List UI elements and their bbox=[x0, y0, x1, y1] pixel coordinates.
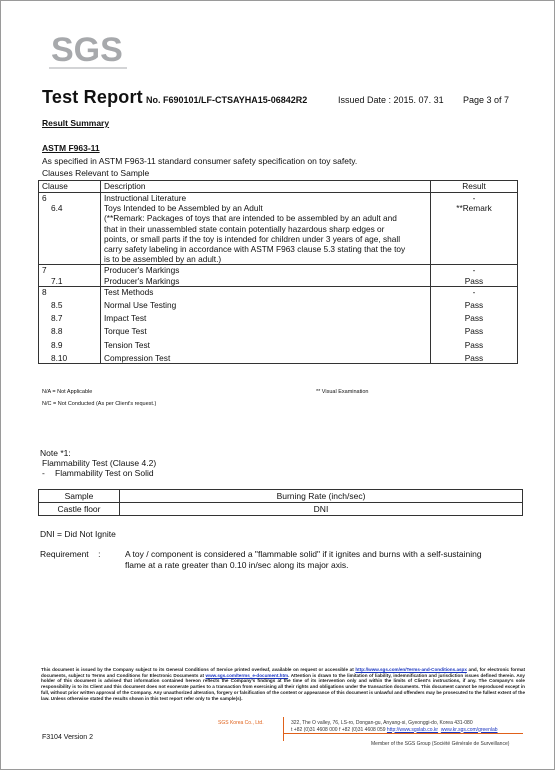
phone-fax: t +82 (0)31 4608 000 f +82 (0)31 4608 059 bbox=[291, 726, 387, 733]
requirement-label: Requirement : bbox=[40, 549, 101, 559]
footer-rule bbox=[283, 733, 523, 734]
description-cell: Producer's Markings bbox=[101, 276, 431, 287]
clauses-table bbox=[38, 180, 518, 364]
column-header: Description bbox=[101, 181, 431, 193]
table-row bbox=[39, 224, 518, 234]
column-header: Result bbox=[431, 181, 518, 193]
clause-cell: 8 bbox=[39, 286, 101, 297]
standard-heading: ASTM F963-11 bbox=[42, 143, 100, 153]
table-row bbox=[39, 254, 518, 265]
company-address bbox=[291, 720, 498, 733]
result-cell: Pass bbox=[431, 337, 518, 350]
result-cell bbox=[431, 213, 518, 223]
table-row bbox=[39, 234, 518, 244]
table-row bbox=[39, 193, 518, 204]
contact-line bbox=[291, 727, 498, 734]
result-cell bbox=[431, 244, 518, 254]
table-row bbox=[39, 265, 518, 276]
company-name: SGS Korea Co., Ltd. bbox=[218, 720, 264, 726]
clause-cell bbox=[39, 224, 101, 234]
website-link[interactable]: http://www.sgslab.co.kr bbox=[386, 726, 439, 733]
description-cell: Toys Intended to be Assembled by an Adult bbox=[101, 203, 431, 213]
dni-definition: DNI = Did Not Ignite bbox=[40, 529, 116, 539]
clause-cell: 7 bbox=[39, 265, 101, 276]
result-cell: - bbox=[431, 286, 518, 297]
greenlab-link[interactable]: www.kr.sgs.com/greenlab bbox=[440, 726, 498, 733]
terms-link[interactable]: http://www.sgs.com/en/Terms-and-Conditions.aspx bbox=[355, 667, 467, 672]
remark-line: is to be assembled by an adult.) bbox=[101, 254, 431, 265]
clause-cell: 8.5 bbox=[39, 297, 101, 310]
clause-cell bbox=[39, 244, 101, 254]
legal-text: . Attention is drawn to the limitation of liability, indemnification and jurisdiction issues defined therein. Any holder of this document is advised that information contained hereon reflects the Company's findings at the time of its intervention only and within the limits of Client's instructions, if any. The Company's sole responsibility is to its Client and this document does not exonerate parties to a transaction from exercising all their rights and obligations under the transaction documents. This document cannot be reproduced except in full, without prior written approval of the Company. Any unauthorized alteration, forgery or falsification of the content or appearance of this document is unlawful and offenders may be prosecuted to the fullest extent of the law. Unless otherwise stated the results shown in this test report refer only to the sample(s). bbox=[41, 672, 525, 701]
remark-line: points, or small parts if the toy is intended for children under 3 years of age, shall bbox=[101, 234, 431, 244]
result-cell bbox=[431, 234, 518, 244]
table-row bbox=[39, 337, 518, 350]
result-cell: Pass bbox=[431, 350, 518, 364]
table-row bbox=[39, 203, 518, 213]
table-header-row bbox=[39, 490, 523, 503]
report-title: Test Report bbox=[42, 87, 143, 107]
table-row bbox=[39, 286, 518, 297]
result-cell bbox=[431, 254, 518, 265]
result-cell: Pass bbox=[431, 276, 518, 287]
legal-text: This document is issued by the Company subject to its General Conditions of Service printed overleaf, available on request or accessible at bbox=[41, 667, 356, 672]
remark-line: that in their unassembled state contain potentially hazardous sharp edges or bbox=[101, 224, 431, 234]
e-document-terms-link[interactable]: www.sgs.com/terms_e-document.htm bbox=[205, 672, 289, 678]
requirement-line2: flame at a rate greater than 0.10 in/sec along its major axis. bbox=[125, 560, 349, 570]
description-cell: Instructional Literature bbox=[101, 193, 431, 204]
description-cell: Producer's Markings bbox=[101, 265, 431, 276]
remark-line: (**Remark: Packages of toys that are intended to be assembled by an adult and bbox=[101, 213, 431, 223]
sample-cell: Castle floor bbox=[39, 503, 120, 516]
sgs-group-member: Member of the SGS Group (Société Générale de Surveillance) bbox=[371, 741, 510, 747]
page-number: Page 3 of 7 bbox=[463, 95, 510, 105]
clause-cell bbox=[39, 254, 101, 265]
result-cell bbox=[431, 224, 518, 234]
result-cell: **Remark bbox=[431, 203, 518, 213]
note-dash: - bbox=[42, 468, 45, 478]
address-line: 322, The O valley, 76, LS-ro, Dongan-gu, Anyang-si, Gyeonggi-do, Korea 431-080 bbox=[291, 720, 473, 726]
table-row bbox=[39, 350, 518, 364]
table-row bbox=[39, 276, 518, 287]
column-header: Clause bbox=[39, 181, 101, 193]
note-title: Note *1: bbox=[40, 448, 71, 458]
description-cell: Tension Test bbox=[101, 337, 431, 350]
note-subtest: Flammability Test on Solid bbox=[55, 468, 154, 478]
intro-line: As specified in ASTM F963-11 standard consumer safety specification on toy safety. bbox=[42, 156, 358, 166]
column-header: Sample bbox=[39, 490, 120, 503]
legal-text: and, for electronic format documents, subject to Terms and Conditions for Electronic Documents at bbox=[41, 667, 526, 678]
note-test: Flammability Test (Clause 4.2) bbox=[42, 458, 157, 468]
remark-line: carry safety labeling in accordance with ASTM F963 clause 5.3 stating that the toy bbox=[101, 244, 431, 254]
footer-divider bbox=[283, 717, 284, 741]
description-cell: Impact Test bbox=[101, 310, 431, 323]
description-cell: Normal Use Testing bbox=[101, 297, 431, 310]
clause-cell: 6 bbox=[39, 193, 101, 204]
clause-cell: 6.4 bbox=[39, 203, 101, 213]
clause-cell bbox=[39, 234, 101, 244]
clause-cell: 8.10 bbox=[39, 350, 101, 364]
result-cell: Pass bbox=[431, 297, 518, 310]
table-row bbox=[39, 213, 518, 223]
svg-text:SGS: SGS bbox=[51, 31, 123, 69]
table-row bbox=[39, 310, 518, 323]
clause-cell: 7.1 bbox=[39, 276, 101, 287]
result-cell: - bbox=[431, 265, 518, 276]
legend-na: N/A = Not Applicable bbox=[42, 389, 93, 395]
table-row bbox=[39, 323, 518, 336]
table-row bbox=[39, 297, 518, 310]
clause-cell: 8.7 bbox=[39, 310, 101, 323]
table-row bbox=[39, 503, 523, 516]
table-header-row bbox=[39, 181, 518, 193]
result-summary-heading: Result Summary bbox=[42, 118, 110, 128]
form-version: F3104 Version 2 bbox=[42, 734, 93, 741]
legal-disclaimer bbox=[41, 667, 525, 701]
description-cell: Compression Test bbox=[101, 350, 431, 364]
clause-cell: 8.9 bbox=[39, 337, 101, 350]
result-cell: Pass bbox=[431, 323, 518, 336]
description-cell: Torque Test bbox=[101, 323, 431, 336]
clause-cell bbox=[39, 213, 101, 223]
result-cell: - bbox=[431, 193, 518, 204]
clause-cell: 8.8 bbox=[39, 323, 101, 336]
sgs-logo bbox=[49, 27, 127, 73]
issued-date: Issued Date : 2015. 07. 31 bbox=[338, 95, 444, 105]
result-cell: Pass bbox=[431, 310, 518, 323]
burning-rate-table bbox=[38, 489, 523, 516]
requirement-line1: A toy / component is considered a "flammable solid" if it ignites and burns with a self-sustaining bbox=[125, 549, 482, 559]
clauses-line: Clauses Relevant to Sample bbox=[42, 168, 150, 178]
legend-visual: ** Visual Examination bbox=[316, 389, 369, 395]
table-row bbox=[39, 244, 518, 254]
legend-nc: N/C = Not Conducted (As per Client's request.) bbox=[42, 401, 157, 407]
report-number: No. F690101/LF-CTSAYHA15-06842R2 bbox=[146, 95, 308, 105]
burning-rate-cell: DNI bbox=[120, 503, 523, 516]
column-header: Burning Rate (inch/sec) bbox=[120, 490, 523, 503]
description-cell: Test Methods bbox=[101, 286, 431, 297]
